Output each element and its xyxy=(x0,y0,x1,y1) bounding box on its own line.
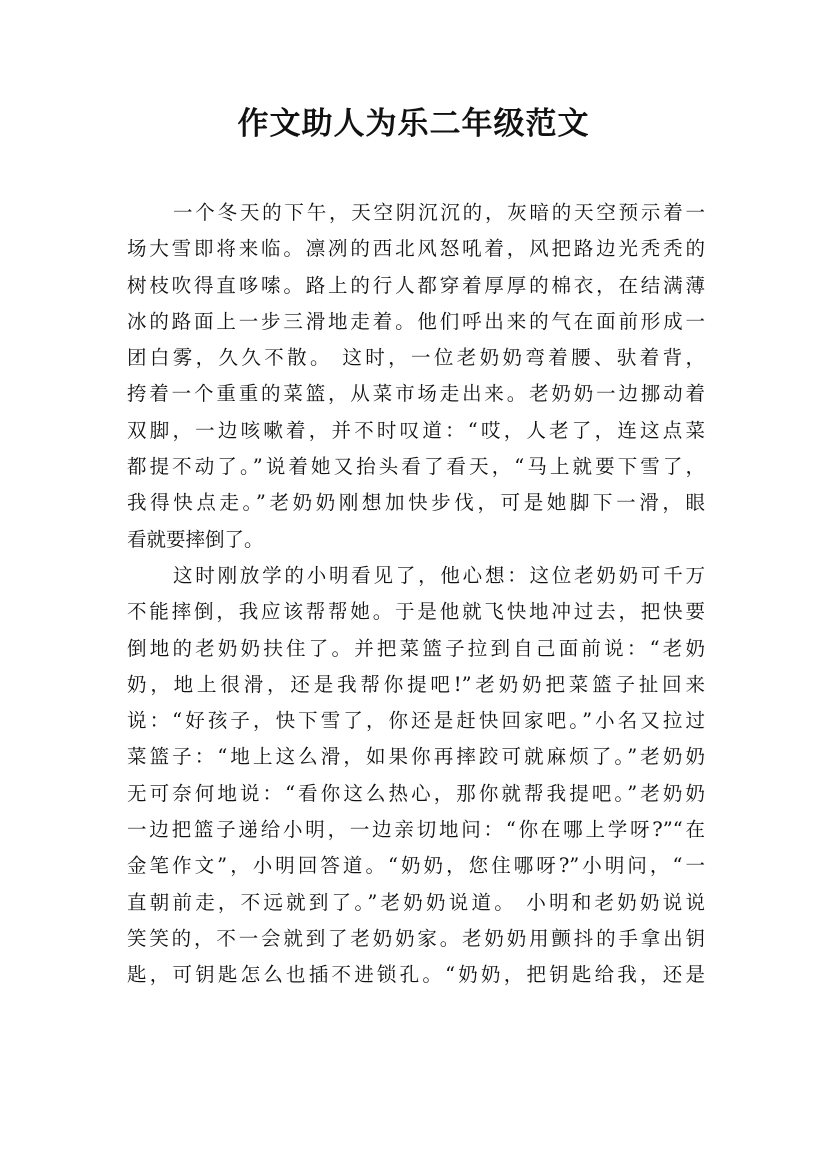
text-line: 说：“好孩子，快下雪了，你还是赶快回家吧。”小名又拉过 xyxy=(127,709,705,733)
text-line: 一边把篮子递给小明，一边亲切地问：“你在哪上学呀?”“在 xyxy=(127,818,705,842)
text-line: 匙，可钥匙怎么也插不进锁孔。“奶奶，把钥匙给我，还是 xyxy=(127,963,705,987)
article-body xyxy=(127,195,705,994)
text-line: 倒地的老奶奶扶住了。并把菜篮子拉到自己面前说：“老奶 xyxy=(127,636,705,660)
text-line: 冰的路面上一步三滑地走着。他们呼出来的气在面前形成一 xyxy=(127,309,705,333)
text-line: 都提不动了。”说着她又抬头看了看天，“马上就要下雪了， xyxy=(127,455,705,479)
paragraph-1 xyxy=(127,195,705,558)
text-line: 笑笑的，不一会就到了老奶奶家。老奶奶用颤抖的手拿出钥 xyxy=(127,926,705,950)
text-line: 菜篮子：“地上这么滑，如果你再摔跤可就麻烦了。”老奶奶 xyxy=(127,745,705,769)
text-line: 一个冬天的下午，天空阴沉沉的，灰暗的天空预示着一 xyxy=(173,201,705,224)
text-line: 金笔作文”，小明回答道。“奶奶，您住哪呀?”小明问，“一 xyxy=(127,854,705,878)
text-line: 树枝吹得直哆嗦。路上的行人都穿着厚厚的棉衣，在结满薄 xyxy=(127,273,705,297)
text-line: 这时刚放学的小明看见了，他心想：这位老奶奶可千万 xyxy=(173,563,705,587)
text-line: 看就要摔倒了。 xyxy=(127,527,264,551)
text-line: 直朝前走，不远就到了。”老奶奶说道。 小明和老奶奶说说 xyxy=(127,890,705,914)
text-line: 挎着一个重重的菜篮，从菜市场走出来。老奶奶一边挪动着 xyxy=(127,382,705,406)
text-line: 双脚，一边咳嗽着，并不时叹道：“哎，人老了，连这点菜 xyxy=(127,418,705,442)
text-line: 场大雪即将来临。凛冽的西北风怒吼着，风把路边光秃秃的 xyxy=(127,237,705,261)
text-line: 无可奈何地说：“看你这么热心，那你就帮我提吧。”老奶奶 xyxy=(127,781,705,805)
text-line: 不能摔倒，我应该帮帮她。于是他就飞快地冲过去，把快要 xyxy=(127,600,705,624)
text-line: 奶，地上很滑，还是我帮你提吧!”老奶奶把菜篮子扯回来 xyxy=(127,672,705,696)
text-line: 我得快点走。”老奶奶刚想加快步伐，可是她脚下一滑，眼 xyxy=(127,491,705,515)
text-line: 团白雾，久久不散。 这时，一位老奶奶弯着腰、驮着背， xyxy=(127,346,705,370)
paragraph-2 xyxy=(127,558,705,994)
page-title: 作文助人为乐二年级范文 xyxy=(237,106,590,142)
